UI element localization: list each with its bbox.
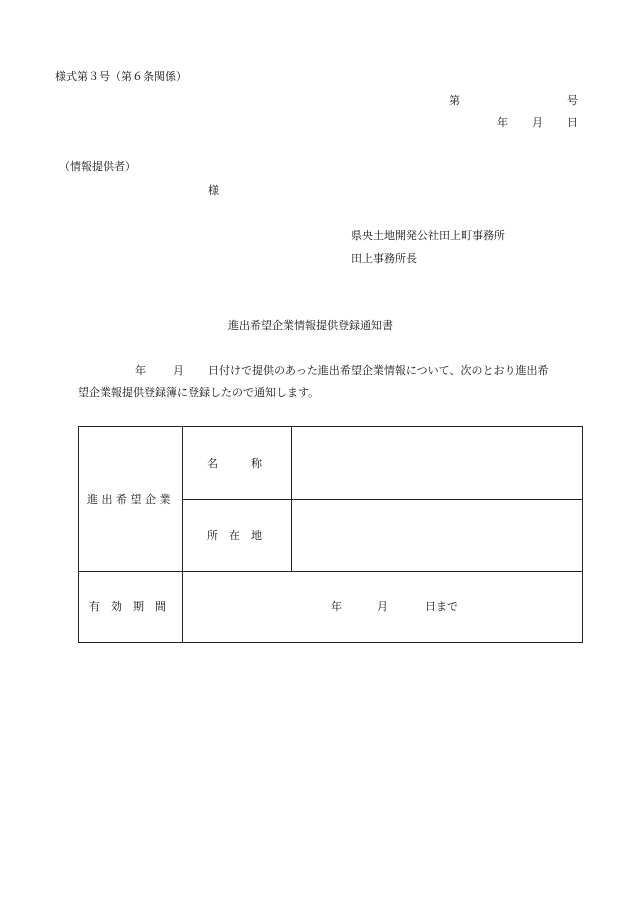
date-month-label: 月 xyxy=(532,116,543,129)
body-line-2: 望企業報提供登録簿に登録したので通知します。 xyxy=(78,386,320,399)
body-month-label: 月 xyxy=(173,364,184,377)
date-day-label: 日 xyxy=(567,116,578,129)
doc-number-suffix: 号 xyxy=(567,94,578,107)
table-divider-row1 xyxy=(182,499,582,500)
registration-table xyxy=(78,426,583,643)
company-heading-cell: 進 出 希 望 企 業 xyxy=(87,493,171,506)
location-label-cell: 所 在 地 xyxy=(207,529,262,542)
table-divider-col1 xyxy=(182,427,183,642)
name-label-cell: 名 称 xyxy=(207,457,262,470)
table-divider-row2 xyxy=(79,571,582,572)
sender-title: 田上事務所長 xyxy=(351,252,417,265)
body-year-label: 年 xyxy=(135,364,146,377)
sender-office: 県央土地開発公社田上町事務所 xyxy=(351,229,505,242)
document-title: 進出希望企業情報提供登録通知書 xyxy=(228,319,393,332)
form-number: 様式第３号（第６条関係） xyxy=(55,70,187,83)
recipient-label: （情報提供者） xyxy=(59,160,136,173)
doc-number-prefix: 第 xyxy=(449,94,460,107)
validity-year-label: 年 xyxy=(331,600,342,613)
date-year-label: 年 xyxy=(497,116,508,129)
validity-label-cell: 有 効 期 間 xyxy=(89,600,166,613)
body-line-1: 日付けで提供のあった進出希望企業情報について、次のとおり進出希 xyxy=(208,364,549,377)
validity-month-label: 月 xyxy=(377,600,388,613)
recipient-honorific: 様 xyxy=(208,184,219,197)
validity-until-label: 日まで xyxy=(425,600,458,613)
